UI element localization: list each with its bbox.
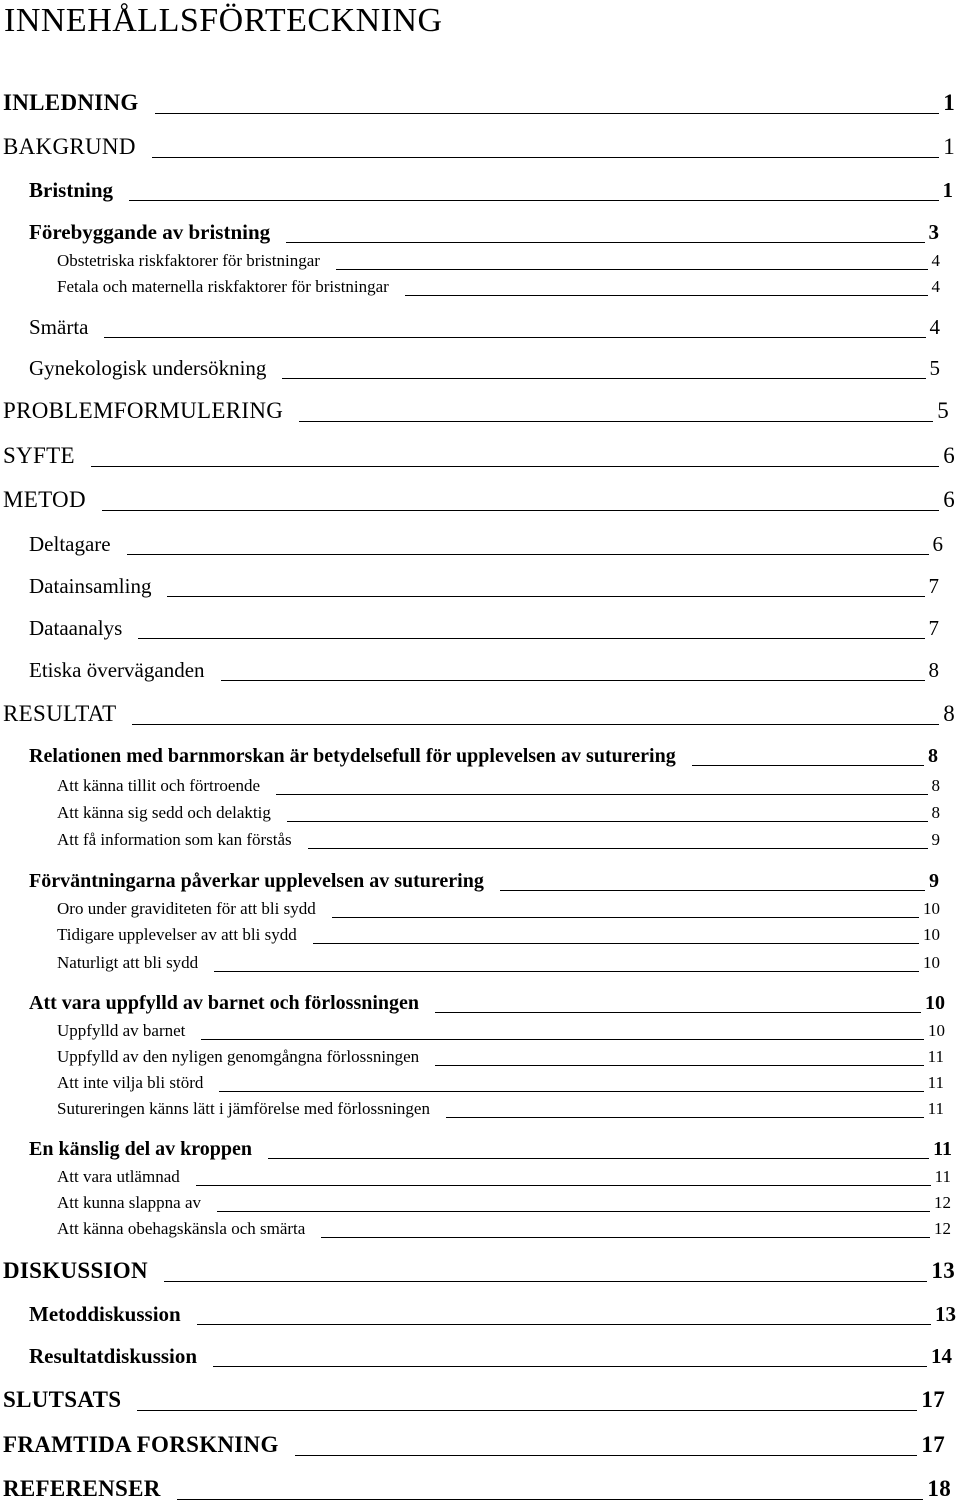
toc-entry-bristning[interactable] (29, 178, 953, 203)
toc-page-number: 1 (943, 134, 955, 159)
toc-page-number: 10 (928, 1021, 945, 1040)
toc-entry-sedd[interactable] (57, 803, 940, 823)
toc-entry-label: DISKUSSION (3, 1258, 148, 1283)
toc-leader-line (104, 337, 925, 338)
toc-page-number: 8 (943, 701, 955, 726)
toc-entry-diskussion[interactable] (3, 1258, 955, 1284)
toc-leader-line (308, 848, 928, 849)
toc-entry-label: INLEDNING (3, 90, 139, 115)
toc-page-number: 10 (923, 925, 940, 944)
toc-entry-problemformulering[interactable] (3, 398, 949, 424)
toc-entry-slutsats[interactable] (3, 1387, 945, 1413)
toc-page-number: 6 (943, 443, 955, 468)
toc-entry-label: Datainsamling (29, 574, 152, 598)
toc-leader-line (91, 466, 939, 467)
toc-leader-line (102, 510, 939, 511)
toc-page-number: 11 (927, 1047, 944, 1066)
toc-entry-tidigare[interactable] (57, 925, 940, 945)
page-title: INNEHÅLLSFÖRTECKNING (4, 2, 443, 39)
toc-page-number: 7 (928, 574, 939, 598)
toc-entry-metoddiskussion[interactable] (29, 1302, 956, 1327)
toc-entry-label: Att kunna slappna av (57, 1193, 201, 1212)
toc-leader-line (152, 157, 939, 158)
toc-entry-label: Tidigare upplevelser av att bli sydd (57, 925, 297, 944)
toc-entry-fetala[interactable] (57, 277, 940, 297)
toc-entry-label: SLUTSATS (3, 1387, 122, 1412)
toc-page-number: 12 (934, 1193, 951, 1212)
toc-page-number: 5 (929, 356, 940, 380)
toc-leader-line (435, 1012, 921, 1013)
toc-entry-obehag[interactable] (57, 1219, 951, 1239)
toc-entry-smarta[interactable] (29, 315, 940, 340)
toc-entry-label: Förväntningarna påverkar upplevelsen av suturering (29, 870, 484, 892)
toc-leader-line (177, 1499, 924, 1500)
toc-leader-line (500, 890, 925, 891)
toc-entry-label: Bristning (29, 178, 114, 202)
toc-page-number: 1 (943, 90, 955, 115)
toc-leader-line (155, 113, 940, 114)
toc-page-number: 18 (927, 1476, 951, 1501)
toc-entry-label: Metoddiskussion (29, 1302, 181, 1326)
toc-page-number: 17 (921, 1387, 945, 1412)
toc-page-number: 8 (928, 745, 938, 767)
toc-leader-line (299, 421, 933, 422)
toc-leader-line (129, 200, 938, 201)
toc-entry-utlamnad[interactable] (57, 1167, 951, 1187)
toc-leader-line (137, 1410, 917, 1411)
toc-entry-tillit[interactable] (57, 776, 940, 796)
toc-entry-syfte[interactable] (3, 443, 955, 469)
toc-entry-label: Deltagare (29, 532, 111, 556)
toc-entry-kanslig-del[interactable] (29, 1138, 952, 1161)
toc-page-number: 6 (932, 532, 943, 556)
toc-entry-label: PROBLEMFORMULERING (3, 398, 284, 423)
toc-entry-label: Att känna tillit och förtroende (57, 776, 260, 795)
toc-page-number: 9 (929, 870, 939, 892)
toc-entry-deltagare[interactable] (29, 532, 943, 557)
toc-entry-obstetriska[interactable] (57, 251, 940, 271)
toc-page-number: 6 (943, 487, 955, 512)
toc-entry-resultat[interactable] (3, 701, 955, 727)
toc-page-number: 11 (927, 1073, 944, 1092)
toc-entry-resultatdiskussion[interactable] (29, 1344, 952, 1369)
toc-leader-line (219, 1091, 923, 1092)
toc-entry-forebyggande[interactable] (29, 220, 939, 245)
toc-page-number: 11 (927, 1099, 944, 1118)
toc-page-number: 9 (931, 830, 940, 849)
toc-entry-slappna-av[interactable] (57, 1193, 951, 1213)
toc-entry-gynekologisk[interactable] (29, 356, 940, 381)
toc-entry-framtida-forskning[interactable] (3, 1432, 945, 1458)
toc-leader-line (164, 1281, 928, 1282)
toc-page-number: 4 (929, 315, 940, 339)
toc-entry-forvantningarna[interactable] (29, 870, 939, 893)
toc-entry-label: Att känna obehagskänsla och smärta (57, 1219, 306, 1238)
toc-entry-label: METOD (3, 487, 86, 512)
toc-leader-line (313, 943, 919, 944)
toc-entry-datainsamling[interactable] (29, 574, 939, 599)
toc-entry-label: Relationen med barnmorskan är betydelsefull för upplevelsen av suturering (29, 745, 676, 767)
toc-page-number: 1 (942, 178, 953, 202)
toc-leader-line (268, 1158, 929, 1159)
toc-page-number: 13 (935, 1302, 956, 1326)
toc-entry-metod[interactable] (3, 487, 955, 513)
toc-entry-label: Etiska överväganden (29, 658, 205, 682)
toc-entry-label: Uppfylld av den nyligen genomgångna förlossningen (57, 1047, 420, 1066)
toc-leader-line (213, 1366, 927, 1367)
toc-entry-label: Att vara uppfylld av barnet och förlossningen (29, 992, 420, 1014)
toc-leader-line (332, 917, 919, 918)
toc-entry-relationen[interactable] (29, 745, 938, 768)
toc-leader-line (138, 638, 924, 639)
toc-page-number: 5 (937, 398, 949, 423)
toc-entry-etiska[interactable] (29, 658, 939, 683)
toc-entry-label: BAKGRUND (3, 134, 136, 159)
toc-leader-line (167, 596, 924, 597)
toc-leader-line (282, 378, 925, 379)
toc-leader-line (446, 1117, 924, 1118)
toc-leader-line (321, 1237, 930, 1238)
toc-entry-label: Fetala och maternella riskfaktorer för bristningar (57, 277, 389, 296)
toc-entry-label: Att inte vilja bli störd (57, 1073, 204, 1092)
toc-entry-dataanalys[interactable] (29, 616, 939, 641)
toc-page-number: 12 (934, 1219, 951, 1238)
toc-entry-inte-vilja[interactable] (57, 1073, 944, 1093)
toc-page-number: 3 (928, 220, 939, 244)
toc-entry-label: Resultatdiskussion (29, 1344, 198, 1368)
toc-page-number: 13 (931, 1258, 955, 1283)
toc-leader-line (214, 971, 919, 972)
toc-page-number: 8 (931, 776, 940, 795)
toc-entry-oro[interactable] (57, 899, 940, 919)
toc-leader-line (295, 1455, 918, 1456)
toc-page-number: 10 (923, 899, 940, 918)
toc-leader-line (196, 1185, 931, 1186)
toc-entry-label: RESULTAT (3, 701, 117, 726)
toc-page-number: 8 (931, 803, 940, 822)
toc-page-number: 4 (931, 277, 940, 296)
toc-entry-inledning[interactable] (3, 90, 955, 116)
toc-entry-label: Gynekologisk undersökning (29, 356, 267, 380)
toc-page-number: 10 (925, 992, 945, 1014)
toc-entry-label: Att få information som kan förstås (57, 830, 292, 849)
toc-page-number: 7 (928, 616, 939, 640)
toc-entry-naturligt[interactable] (57, 953, 940, 973)
toc-page-number: 8 (928, 658, 939, 682)
toc-leader-line (692, 765, 924, 766)
toc-entry-label: Smärta (29, 315, 89, 339)
toc-entry-label: Dataanalys (29, 616, 123, 640)
toc-page-number: 10 (923, 953, 940, 972)
toc-entry-label: REFERENSER (3, 1476, 161, 1501)
toc-entry-sutureringen[interactable] (57, 1099, 944, 1119)
toc-entry-label: Naturligt att bli sydd (57, 953, 199, 972)
toc-entry-label: Sutureringen känns lätt i jämförelse med förlossningen (57, 1099, 430, 1118)
toc-entry-label: Att vara utlämnad (57, 1167, 180, 1186)
toc-leader-line (217, 1211, 930, 1212)
toc-entry-information[interactable] (57, 830, 940, 850)
toc-leader-line (276, 794, 928, 795)
toc-leader-line (435, 1065, 924, 1066)
toc-entry-label: Oro under graviditeten för att bli sydd (57, 899, 316, 918)
toc-entry-label: FRAMTIDA FORSKNING (3, 1432, 279, 1457)
toc-entry-uppfylld-barnet-forlossningen[interactable] (29, 992, 945, 1015)
toc-entry-label: Att känna sig sedd och delaktig (57, 803, 271, 822)
toc-entry-label: Uppfylld av barnet (57, 1021, 186, 1040)
toc-page-number: 14 (931, 1344, 952, 1368)
toc-leader-line (221, 680, 925, 681)
toc-leader-line (132, 724, 939, 725)
toc-page-number: 17 (921, 1432, 945, 1457)
toc-entry-label: SYFTE (3, 443, 75, 468)
toc-page-number: 11 (934, 1167, 951, 1186)
toc-entry-bakgrund[interactable] (3, 134, 955, 160)
toc-leader-line (127, 554, 929, 555)
toc-leader-line (201, 1039, 924, 1040)
toc-entry-referenser[interactable] (3, 1476, 951, 1502)
toc-entry-uppfylld-barnet[interactable] (57, 1021, 945, 1041)
toc-leader-line (336, 269, 928, 270)
toc-leader-line (197, 1324, 931, 1325)
toc-page-number: 4 (931, 251, 940, 270)
toc-leader-line (287, 821, 928, 822)
toc-leader-line (286, 242, 924, 243)
toc-leader-line (405, 295, 928, 296)
toc-entry-uppfylld-forlossningen[interactable] (57, 1047, 944, 1067)
toc-entry-label: Förebyggande av bristning (29, 220, 271, 244)
toc-entry-label: Obstetriska riskfaktorer för bristningar (57, 251, 320, 270)
toc-entry-label: En känslig del av kroppen (29, 1138, 253, 1160)
toc-page-number: 11 (933, 1138, 952, 1160)
